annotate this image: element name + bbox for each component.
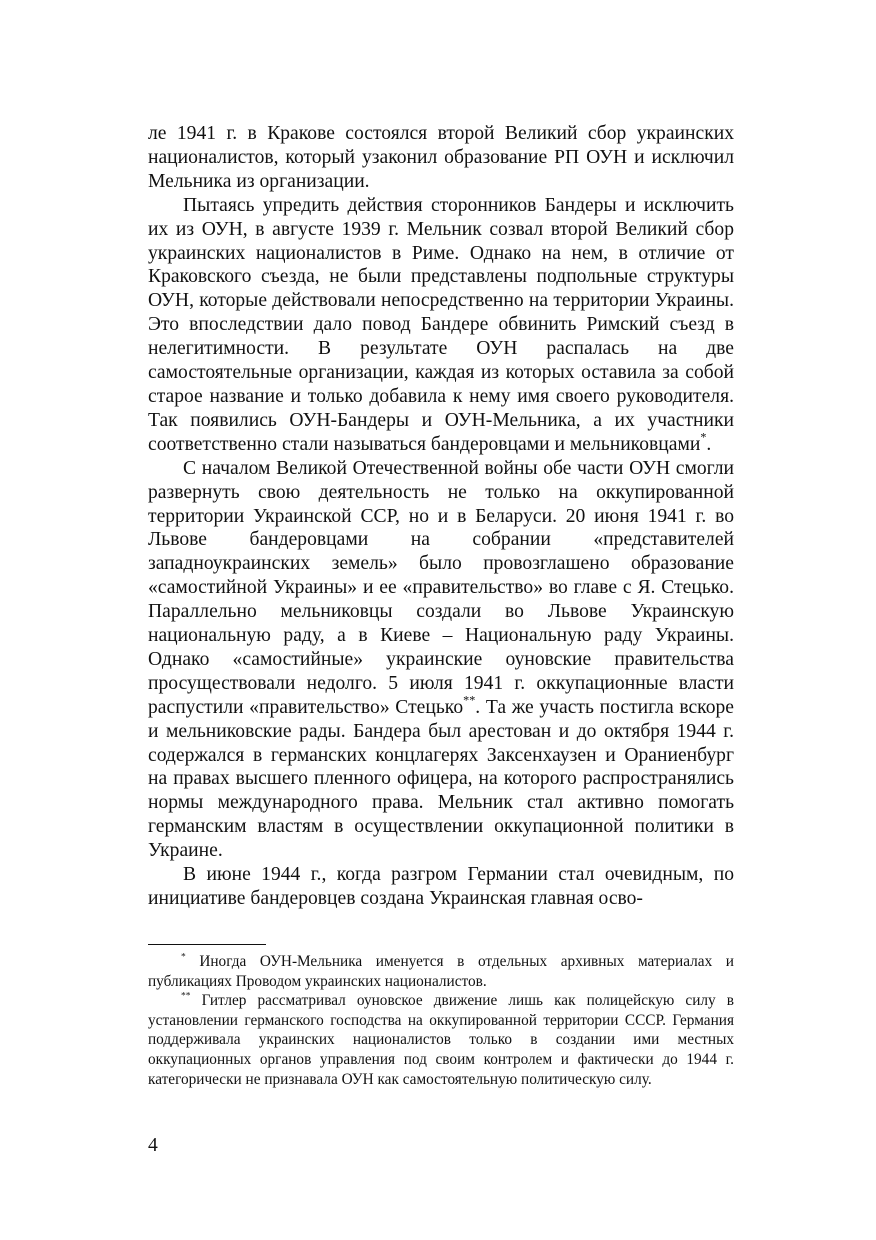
footnote-ref-1[interactable]: * xyxy=(700,430,707,445)
footnote-ref-2[interactable]: ** xyxy=(463,693,476,708)
paragraph-2: Пытаясь упредить действия сторонников Бандеры и исключить их из ОУН, в августе 1939 г. Мельник созвал второй Великий сбор украинских националистов в Риме. Однако на нем, в отличие от Краковского съезда, не были представлены подпольные структуры ОУН, которые действовали непосредственно на территории Украины. Это впоследствии дало повод Бандере обвинить Римский съезд в нелегитимности. В результате ОУН распалась на две самостоятельные организации, каждая из которых оставила за собой старое название и только добавила к нему имя своего руководителя. Так появились ОУН-Бандеры и ОУН-Мельника, а их участники соответственно стали называться бандеровцами и мельниковцами*. xyxy=(148,194,734,455)
footnote-1: * Иногда ОУН-Мельника именуется в отдельных архивных материалах и публикациях Проводом украинских националистов. xyxy=(148,952,734,990)
footnote-mark-1: * xyxy=(181,952,186,963)
paragraph-3: С началом Великой Отечественной войны обе части ОУН смогли развернуть свою деятельность не только на оккупированной территории Украинской ССР, но и в Беларуси. 20 июня 1941 г. во Львове бандеровцами на собрании «представителей западноукраинских земель» было провозглашено образование «самостийной Украины» и ее «правительство» во главе с Я. Стецько. Параллельно мельниковцы создали во Львове Украинскую национальную раду, а в Киеве – Национальную раду Украины. Однако «самостийные» украинские оуновские правительства просуществовали недолго. 5 июля 1941 г. оккупационные власти распустили «правительство» Стецько**. Та же участь постигла вскоре и мельниковские рады. Бандера был арестован и до октября 1944 г. содержался в германских концлагерях Заксенхаузен и Ораниенбург на правах высшего пленного офицера, на которого распространялись нормы международного права. Мельник стал активно помогать германским властям в осуществлении оккупационной политики в Украине. xyxy=(148,457,734,862)
footnote-divider xyxy=(148,944,266,945)
footnote-2: ** Гитлер рассматривал оуновское движение лишь как полицейскую силу в установлении германского господства на оккупированной территории СССР. Германия поддерживала украинских националистов только в создании ими местных оккупационных органов управления под своим контролем и фактически до 1944 г. категорически не признавала ОУН как самостоятельную политическую силу. xyxy=(148,991,735,1088)
footnote-mark-2: ** xyxy=(181,991,191,1002)
paragraph-4: В июне 1944 г., когда разгром Германии стал очевидным, по инициативе бандеровцев создана Украинская главная осво- xyxy=(148,864,734,909)
main-text xyxy=(148,122,734,911)
footnotes xyxy=(148,952,734,1089)
page-number: 4 xyxy=(148,1135,158,1156)
paragraph-1: ле 1941 г. в Кракове состоялся второй Великий сбор украинских националистов, который узаконил образование РП ОУН и исключил Мельника из организации. xyxy=(148,123,734,192)
